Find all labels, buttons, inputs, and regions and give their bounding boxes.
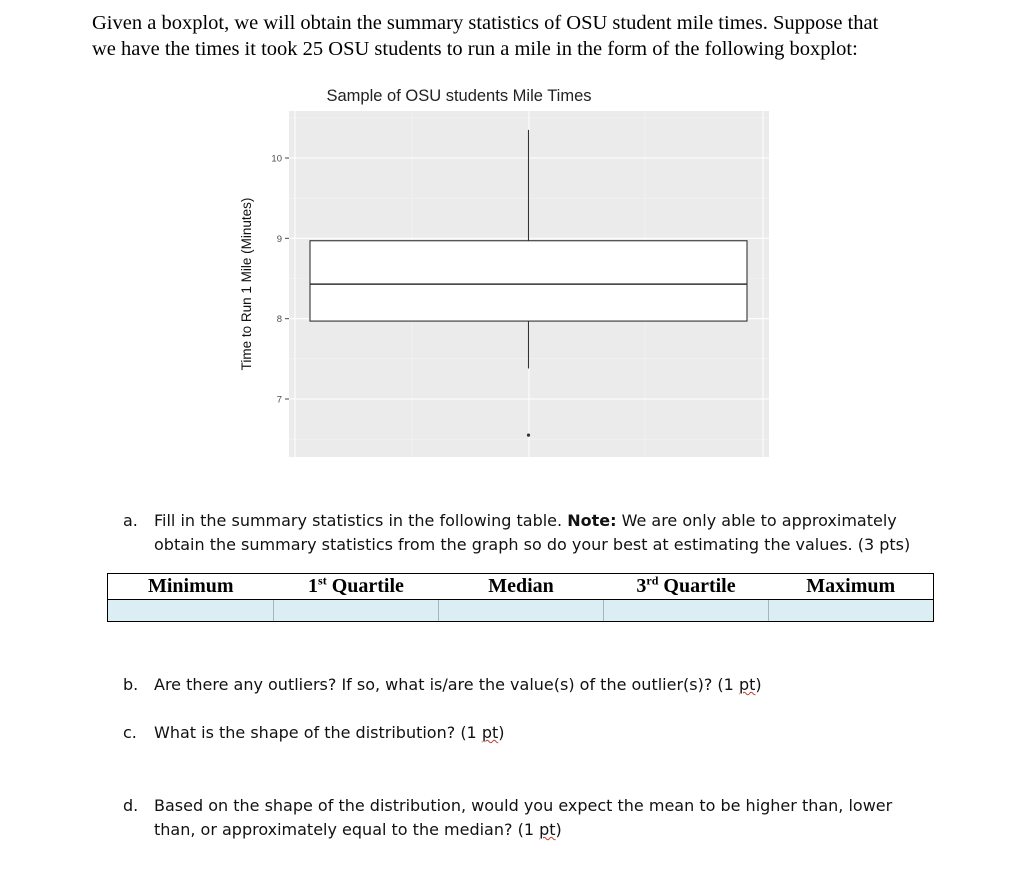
question-d-label: d. xyxy=(123,796,139,815)
question-a-note: Note: xyxy=(567,511,617,530)
y-tick-label: 7 xyxy=(276,394,282,406)
question-d-line2: than, or approximately equal to the median? (1 pt) xyxy=(154,820,562,839)
y-tick-label: 8 xyxy=(276,314,282,326)
question-b xyxy=(123,673,1003,699)
question-a-text xyxy=(154,509,910,557)
question-a-line2: obtain the summary statistics from the graph so do your best at estimating the values. (3 pts) xyxy=(154,535,911,554)
header-maximum: Maximum xyxy=(769,574,934,600)
outlier-points xyxy=(527,434,530,437)
header-third-quartile: 3rd Quartile xyxy=(604,574,769,600)
question-d-line1: Based on the shape of the distribution, would you expect the mean to be higher than, lower xyxy=(154,796,893,815)
intro-line-2: we have the times it took 25 OSU students to run a mile in the form of the following boxplot: xyxy=(92,38,858,60)
cell-maximum[interactable] xyxy=(769,600,934,622)
header-minimum: Minimum xyxy=(108,574,274,600)
question-a xyxy=(123,509,1003,559)
interquartile-box xyxy=(310,241,747,321)
cell-first-quartile[interactable] xyxy=(274,600,439,622)
y-tick-label: 10 xyxy=(271,153,282,165)
question-c xyxy=(123,721,1003,747)
question-c-text: What is the shape of the distribution? (1 pt) xyxy=(154,723,505,742)
y-axis-ticks xyxy=(271,154,289,406)
chart-title: Sample of OSU students Mile Times xyxy=(326,87,592,105)
question-c-label: c. xyxy=(123,723,137,742)
question-b-text: Are there any outliers? If so, what is/are the value(s) of the outlier(s)? (1 pt) xyxy=(154,675,762,694)
question-a-label: a. xyxy=(123,511,138,530)
question-b-label: b. xyxy=(123,675,139,694)
cell-third-quartile[interactable] xyxy=(604,600,769,622)
table-row xyxy=(108,600,934,622)
cell-median[interactable] xyxy=(439,600,604,622)
table-header-row xyxy=(108,574,934,600)
question-d-text xyxy=(154,794,892,842)
question-a-line1-end: We are only able to approximately xyxy=(616,511,897,530)
question-d xyxy=(123,794,1003,844)
y-tick-label: 9 xyxy=(276,233,282,245)
header-first-quartile: 1st Quartile xyxy=(274,574,439,600)
intro-line-1: Given a boxplot, we will obtain the summary statistics of OSU student mile times. Suppose that xyxy=(92,12,879,34)
question-a-line1-start: Fill in the summary statistics in the following table. xyxy=(154,511,568,530)
y-axis-label: Time to Run 1 Mile (Minutes) xyxy=(239,197,254,371)
summary-statistics-table xyxy=(107,573,934,622)
header-median: Median xyxy=(439,574,604,600)
cell-minimum[interactable] xyxy=(108,600,274,622)
outlier-point xyxy=(527,434,530,437)
